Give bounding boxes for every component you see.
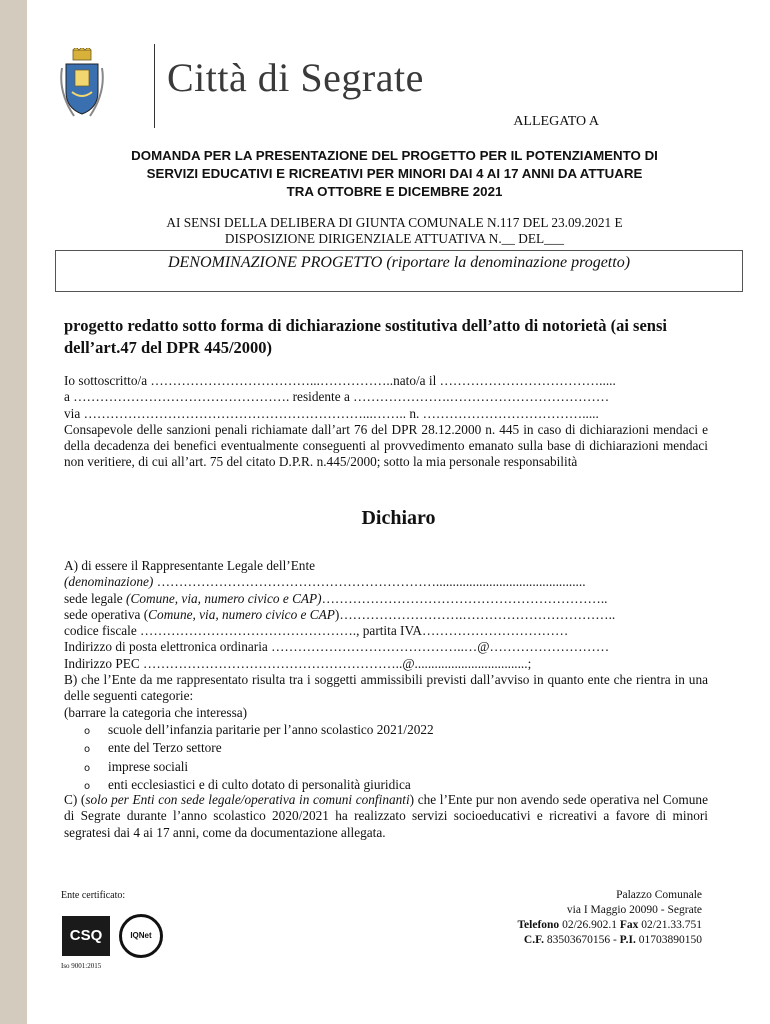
palazzo-line: Palazzo Comunale: [616, 889, 702, 901]
csq-logo: CSQ: [62, 916, 110, 956]
residence-line: a …………………………………………. residente a ………………….………………………………: [64, 389, 610, 405]
bullet-icon: o: [84, 744, 91, 756]
legal-seat-field: [64, 591, 708, 607]
email-field: Indirizzo di posta elettronica ordinaria ……………………………………..…@………………………: [64, 639, 610, 655]
denomination-field: [64, 574, 708, 590]
operating-seat-field: [64, 607, 708, 623]
city-name: Città di Segrate: [167, 55, 424, 100]
certified-label: Ente certificato:: [61, 890, 126, 901]
document-title: [67, 147, 722, 201]
operating-seat-label: sede operativa (: [64, 606, 149, 622]
section-c-text: ) che l’Ente pur non avendo sede operativa nel Comune di Segrate durante l’anno scolastico 2020/2021 ha realizzato servizi socioeducativi e ricreativi a favore di minori segratesi dai 4 ai 17 anni, come da documentazione allegata.: [64, 792, 708, 840]
title-line-2: SERVIZI EDUCATIVI E RICREATIVI PER MINORI DAI 4 AI 17 ANNI DA ATTUARE: [146, 166, 643, 181]
section-b-instruction: (barrare la categoria che interessa): [64, 704, 248, 720]
document-subtitle: [67, 215, 722, 247]
section-a: [64, 558, 708, 721]
personal-data-section: [64, 373, 708, 471]
document-page: [27, 0, 770, 1024]
header-divider: [154, 44, 155, 128]
project-name-placeholder: DENOMINAZIONE PROGETTO (riportare la denominazione progetto): [167, 254, 631, 271]
birth-line: Io sottoscritto/a ………………………………...……………..nato/a il ……………………………….....: [64, 373, 616, 388]
legal-seat-dots: ………………………………………………………..: [321, 590, 608, 606]
dichiaro-heading: Dichiaro: [361, 507, 436, 529]
section-c: [64, 792, 708, 841]
denomination-label: (denominazione): [64, 574, 154, 590]
section-c-italic: solo per Enti con sede legale/operativa in comuni confinanti: [85, 792, 410, 807]
legal-seat-label: sede legale: [64, 590, 127, 606]
list-item[interactable]: o imprese sociali: [84, 759, 434, 777]
address-line: via ………………………………………………………...…….. n. ……………………………….....: [64, 405, 599, 421]
subtitle-line-1: AI SENSI DELLA DELIBERA DI GIUNTA COMUNALE N.117 DEL 23.09.2021 E: [166, 215, 623, 230]
title-line-3: TRA OTTOBRE E DICEMBRE 2021: [286, 184, 503, 199]
list-item[interactable]: o ente del Terzo settore: [84, 740, 434, 758]
contact-block: [517, 888, 702, 948]
address-line: via I Maggio 20090 - Segrate: [566, 904, 702, 916]
bullet-icon: o: [84, 780, 91, 792]
declaration-heading: progetto redatto sotto forma di dichiarazione sostitutiva dell’atto di notorietà (ai sensi dell’art.47 del DPR 445/2000): [64, 316, 667, 357]
list-item[interactable]: o scuole dell’infanzia paritarie per l’anno scolastico 2021/2022: [84, 722, 434, 740]
city-crest-icon: [60, 48, 104, 122]
project-name-box[interactable]: [55, 250, 743, 292]
phone-line: Telefono 02/26.902.1 Fax 02/21.33.751: [517, 919, 702, 931]
legal-seat-hint: (Comune, via, numero civico e CAP): [126, 590, 322, 606]
awareness-paragraph: Consapevole delle sanzioni penali richiamate dall’art 76 del DPR 28.12.2000 n. 445 in caso di dichiarazioni mendaci e della decadenza dei benefici eventualmente conseguenti al provvedimento emanato sulla base di dichiarazioni mendaci non veritiere, di cui all’art. 75 del citato D.P.R. n.445/2000; sotto la mia personale responsabilità: [64, 421, 708, 470]
subtitle-line-2: DISPOSIZIONE DIRIGENZIALE ATTUATIVA N.__ DEL___: [224, 231, 565, 246]
iso-label: Iso 9001:2015: [61, 962, 102, 970]
section-b-text: B) che l’Ente da me rappresentato risulta tra i soggetti ammissibili previsti dall’avviso in quanto ente che rientra in una delle seguenti categorie:: [64, 672, 708, 704]
operating-seat-hint: Comune, via, numero civico e CAP: [148, 606, 335, 622]
fiscal-line: C.F. 83503670156 - P.I. 01703890150: [523, 934, 702, 946]
pec-field: Indirizzo PEC …………………………………………………..@..................................;: [64, 655, 532, 671]
denomination-dots: ……………………………………………………….............................................: [153, 574, 586, 590]
section-c-prefix: C) (: [64, 792, 86, 807]
bullet-icon: o: [84, 762, 91, 774]
allegato-label: ALLEGATO A: [513, 114, 599, 129]
list-item[interactable]: o enti ecclesiastici e di culto dotato di personalità giuridica: [84, 777, 434, 795]
left-margin-band: [0, 0, 27, 1024]
category-list: [84, 722, 434, 795]
tax-code-field: codice fiscale …………………………………………., partita IVA……………………………: [64, 623, 569, 639]
operating-seat-dots: )……………………….……………………………..: [334, 606, 616, 622]
title-line-1: DOMANDA PER LA PRESENTAZIONE DEL PROGETTO PER IL POTENZIAMENTO DI: [131, 148, 658, 163]
section-a-intro: A) di essere il Rappresentante Legale dell’Ente: [64, 558, 316, 573]
bullet-icon: o: [84, 726, 91, 737]
iqnet-logo: IQNet: [119, 914, 163, 958]
